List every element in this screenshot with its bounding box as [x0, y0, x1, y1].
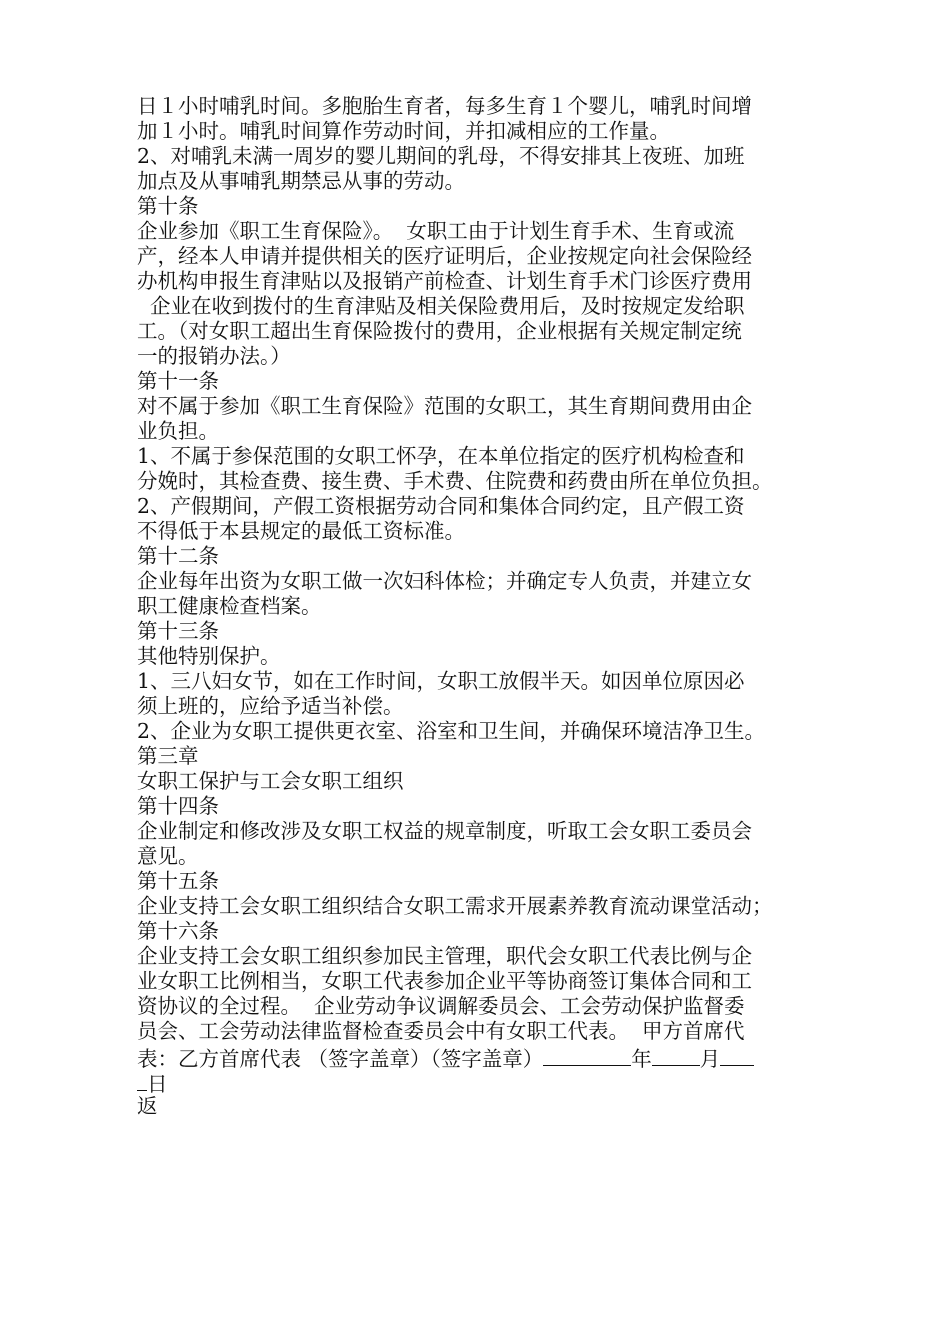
return-link-text: 返 — [137, 1094, 158, 1118]
text-line: 职工健康检查档案。 — [137, 594, 322, 618]
text-line: 工。（对女职工超出生育保险拨付的费用，企业根据有关规定制定统 — [137, 319, 742, 343]
text-line: 不得低于本县规定的最低工资标准。 — [137, 519, 465, 543]
text-line: 日１小时哺乳时间。多胞胎生育者，每多生育１个婴儿，哺乳时间增 — [137, 94, 752, 118]
signature-line — [137, 1044, 817, 1069]
document-body — [137, 94, 817, 1119]
text-line: 1、不属于参保范围的女职工怀孕，在本单位指定的医疗机构检查和 — [137, 444, 745, 468]
text-line: 一的报销办法。） — [137, 344, 291, 368]
text-line: 其他特别保护。 — [137, 644, 281, 668]
text-line: 业负担。 — [137, 419, 219, 443]
text-line: 企业参加《职工生育保险》。 女职工由于计划生育手术、生育或流 — [137, 219, 735, 243]
month-blank — [652, 1044, 700, 1066]
text-line: 第十四条 — [137, 794, 219, 818]
text-line: 第十一条 — [137, 369, 219, 393]
text-line: 产，经本人申请并提供相关的医疗证明后，企业按规定向社会保险经 — [137, 244, 752, 268]
text-line: 2、产假期间，产假工资根据劳动合同和集体合同约定，且产假工资 — [137, 494, 745, 518]
text-line: 企业在收到拨付的生育津贴及相关保险费用后，及时按规定发给职 — [137, 294, 745, 318]
text-line: 第十条 — [137, 194, 199, 218]
text-line: 意见。 — [137, 844, 199, 868]
text-line: 须上班的，应给予适当补偿。 — [137, 694, 404, 718]
text-line: 女职工保护与工会女职工组织 — [137, 769, 404, 793]
text-line: 第十二条 — [137, 544, 219, 568]
day-label: 日 — [147, 1072, 168, 1096]
text-line: 企业支持工会女职工组织参加民主管理，职代会女职工代表比例与企 — [137, 944, 752, 968]
text-line: 第十六条 — [137, 919, 219, 943]
text-line: 资协议的全过程。 企业劳动争议调解委员会、工会劳动保护监督委 — [137, 994, 745, 1018]
text-line: 1、三八妇女节，如在工作时间，女职工放假半天。如因单位原因必 — [137, 669, 745, 693]
day-line — [137, 1069, 817, 1094]
text-line: 企业支持工会女职工组织结合女职工需求开展素养教育流动课堂活动； — [137, 894, 773, 918]
year-label: 年 — [631, 1047, 652, 1071]
year-blank — [543, 1044, 631, 1066]
text-line: 第三章 — [137, 744, 199, 768]
text-line: 企业制定和修改涉及女职工权益的规章制度，听取工会女职工委员会 — [137, 819, 752, 843]
text-line: 业女职工比例相当，女职工代表参加企业平等协商签订集体合同和工 — [137, 969, 752, 993]
paragraph-lines — [137, 94, 817, 1044]
text-line: 2、对哺乳未满一周岁的婴儿期间的乳母，不得安排其上夜班、加班 — [137, 144, 745, 168]
text-line: 加点及从事哺乳期禁忌从事的劳动。 — [137, 169, 465, 193]
text-line: 分娩时，其检查费、接生费、手术费、住院费和药费由所在单位负担。 — [137, 469, 773, 493]
month-label: 月 — [699, 1047, 721, 1071]
text-line: 第十三条 — [137, 619, 219, 643]
signature-prefix: 表：乙方首席代表 （签字盖章）（签字盖章） — [137, 1047, 544, 1071]
text-line: 办机构申报生育津贴以及报销产前检查、计划生育手术门诊医疗费用 — [137, 269, 752, 293]
text-line: 员会、工会劳动法律监督检查委员会中有女职工代表。 甲方首席代 — [137, 1019, 745, 1043]
text-line: 第十五条 — [137, 869, 219, 893]
text-line: 对不属于参加《职工生育保险》范围的女职工，其生育期间费用由企 — [137, 394, 752, 418]
text-line: 加１小时。哺乳时间算作劳动时间，并扣减相应的工作量。 — [137, 119, 670, 143]
day-blank-start — [720, 1044, 754, 1066]
day-blank-end — [137, 1069, 147, 1091]
text-line: 企业每年出资为女职工做一次妇科体检；并确定专人负责，并建立女 — [137, 569, 752, 593]
text-line: 2、企业为女职工提供更衣室、浴室和卫生间，并确保环境洁净卫生。 — [137, 719, 766, 743]
